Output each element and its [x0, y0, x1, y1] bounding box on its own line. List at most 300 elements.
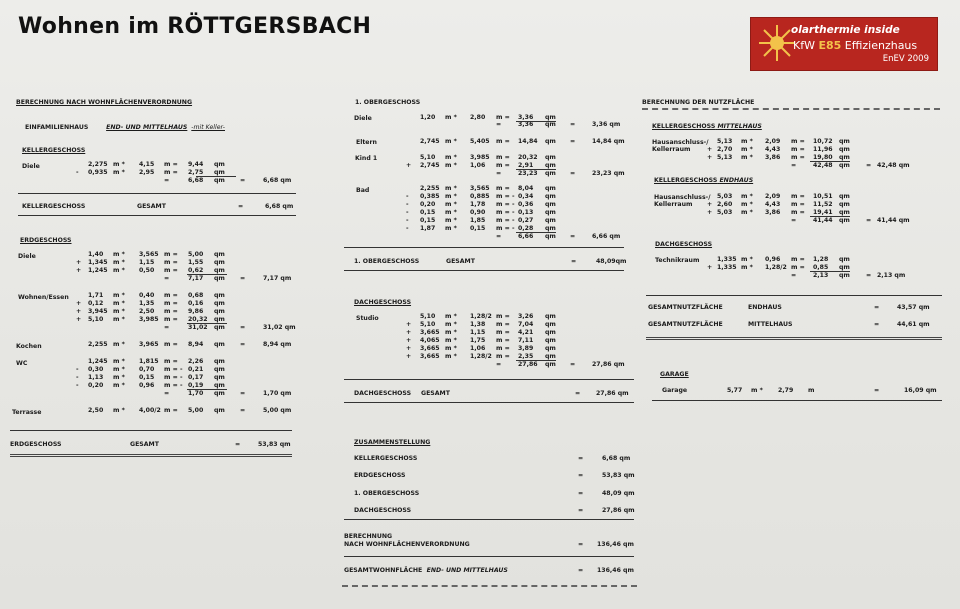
- zus-value: 6,68 qm: [602, 455, 631, 462]
- c2-cell-v: 7,11: [518, 337, 534, 344]
- c2-cell-rv: 3,36 qm: [592, 121, 621, 128]
- c2-cell-a: 2,255: [420, 185, 440, 192]
- c1-cell-eq: m =: [164, 341, 178, 348]
- c2-cell-r: =: [570, 233, 576, 240]
- eg-total-gesamt: GESAMT: [130, 441, 159, 448]
- c3-cell-rv: 2,13 qm: [877, 272, 906, 279]
- c1-cell-v: 0,16: [188, 300, 204, 307]
- c1-cell-eq: m =: [164, 300, 178, 307]
- c2-cell-u: qm: [545, 345, 556, 352]
- c2-cell-m: m *: [445, 201, 457, 208]
- c1-cell-a: 2,275: [88, 161, 108, 168]
- nf1-value: 43,57 qm: [897, 304, 930, 311]
- c3-cell-a: 5,13: [717, 138, 733, 145]
- c1-cell-u: qm: [214, 292, 225, 299]
- c1-cell-v: 1,70: [188, 390, 204, 397]
- kg-endhaus-header: KELLERGESCHOSS ENDHAUS: [654, 177, 754, 184]
- diele-label: Diele: [22, 163, 40, 170]
- c1-cell-rv: 6,68 qm: [263, 177, 292, 184]
- nf1-type: ENDHAUS: [748, 304, 782, 311]
- c1-cell-eq: m =: [164, 161, 178, 168]
- c3-cell-m: m *: [741, 146, 753, 153]
- c2-cell-a: 2,745: [420, 138, 440, 145]
- c3-cell-sign: +: [707, 264, 713, 271]
- c3-cell-u: qm: [839, 162, 850, 169]
- nf2-eq: =: [874, 321, 880, 328]
- c3-cell-b: 0,96: [765, 256, 781, 263]
- c1-cell-eq: =: [164, 390, 170, 397]
- zus-eq: =: [578, 507, 584, 514]
- c2-cell-eq: =: [496, 170, 502, 177]
- c2-cell-v: 2,91: [518, 162, 534, 169]
- c2-cell-rv: 27,86 qm: [592, 361, 625, 368]
- c1-cell-m: m *: [113, 169, 125, 176]
- c1-cell-r: =: [240, 324, 246, 331]
- gw-eq: =: [578, 567, 584, 574]
- c3-cell-u: qm: [839, 154, 850, 161]
- zus-value: 27,86 qm: [602, 507, 635, 514]
- eg-total-value: 53,83 qm: [258, 441, 291, 448]
- col3-heading: BERECHNUNG DER NUTZFLÄCHE: [642, 99, 755, 106]
- c2-cell-b: 0,15: [470, 225, 486, 232]
- c2-cell-a: 3,665: [420, 345, 440, 352]
- c3-cell-v: 42,48: [813, 162, 833, 169]
- c2-cell-u: qm: [545, 337, 556, 344]
- c1-cell-v: 7,17: [188, 275, 204, 282]
- garage-value: 16,09 qm: [904, 387, 937, 394]
- eg-total-label: ERDGESCHOSS: [10, 441, 62, 448]
- c1-cell-v: 5,00: [188, 251, 204, 258]
- c1-cell-v: 9,86: [188, 308, 204, 315]
- c1-cell-m: m *: [113, 407, 125, 414]
- c1-cell-u: qm: [214, 308, 225, 315]
- c2-cell-b: 1,15: [470, 329, 486, 336]
- c1-cell-a: 1,71: [88, 292, 104, 299]
- c2-cell-sign: +: [406, 353, 412, 360]
- c1-cell-sign: -: [76, 374, 79, 381]
- c3-cell-u: qm: [839, 264, 850, 271]
- c1-cell-u: qm: [214, 407, 225, 414]
- c1-cell-rv: 5,00 qm: [263, 407, 292, 414]
- c2-cell-m: m *: [445, 329, 457, 336]
- c3-cell-eq: =: [791, 272, 797, 279]
- c2-cell-eq: m =: [496, 114, 510, 121]
- c1-cell-v: 0,17: [188, 374, 204, 381]
- c3-cell-v: 1,28: [813, 256, 829, 263]
- c1-cell-u: qm: [214, 251, 225, 258]
- c2-cell-b: 1,75: [470, 337, 486, 344]
- zus-header: ZUSAMMENSTELLUNG: [354, 439, 431, 446]
- c1-cell-eq: =: [164, 324, 170, 331]
- c3-cell-v: 2,13: [813, 272, 829, 279]
- c1-cell-eq: m = -: [164, 366, 183, 373]
- c1-cell-v: 0,62: [188, 267, 204, 274]
- c2-cell-rv: 14,84 qm: [592, 138, 625, 145]
- c1-cell-a: 0,30: [88, 366, 104, 373]
- c3-cell-u: qm: [839, 138, 850, 145]
- c2-cell-eq: m =: [496, 337, 510, 344]
- c1-cell-eq: m = -: [164, 374, 183, 381]
- c2-cell-a: 0,15: [420, 217, 436, 224]
- c3-cell-eq: =: [791, 162, 797, 169]
- c2-cell-eq: m =: [496, 329, 510, 336]
- c2-cell-m: m *: [445, 154, 457, 161]
- keller-total-gesamt: GESAMT: [137, 203, 166, 210]
- c2-cell-a: 0,20: [420, 201, 436, 208]
- c1-cell-sign: +: [76, 259, 82, 266]
- og-total-eq: =: [571, 258, 577, 265]
- c2-cell-u: qm: [545, 170, 556, 177]
- c1-cell-rv: 7,17 qm: [263, 275, 292, 282]
- c1-cell-b: 2,50: [139, 308, 155, 315]
- c3-cell-eq: m =: [791, 146, 805, 153]
- c2-cell-u: qm: [545, 233, 556, 240]
- nf2-value: 44,61 qm: [897, 321, 930, 328]
- c1-cell-m: m *: [113, 366, 125, 373]
- c1-cell-u: qm: [214, 382, 225, 389]
- c1-cell-v: 6,68: [188, 177, 204, 184]
- c1-cell-v: 8,94: [188, 341, 204, 348]
- nf1-eq: =: [874, 304, 880, 311]
- c2-cell-u: qm: [545, 138, 556, 145]
- c3-cell-b: 4,43: [765, 201, 781, 208]
- page-title: Wohnen im RÖTTGERSBACH: [18, 14, 372, 39]
- c2-cell-sign: +: [406, 321, 412, 328]
- c1-cell-r: =: [240, 390, 246, 397]
- c2-cell-v: 3,26: [518, 313, 534, 320]
- garage-label: Garage: [662, 387, 688, 394]
- c3-cell-eq: m =: [791, 209, 805, 216]
- c3-cell-eq: m =: [791, 264, 805, 271]
- c2-cell-m: m *: [445, 345, 457, 352]
- c1-cell-m: m *: [113, 316, 125, 323]
- c1-cell-eq: m =: [164, 358, 178, 365]
- c3-cell-a: 5,03: [717, 193, 733, 200]
- c3-cell-v: 10,72: [813, 138, 833, 145]
- logo-line-2: KfW E85 Effizienzhaus: [793, 39, 918, 52]
- c2-cell-b: 1,85: [470, 217, 486, 224]
- c1-cell-eq: m = -: [164, 382, 183, 389]
- c2-cell-u: qm: [545, 313, 556, 320]
- zus-eq: =: [578, 490, 584, 497]
- c2-cell-m: m *: [445, 185, 457, 192]
- c2-cell-v: 2,35: [518, 353, 534, 360]
- c2-cell-v: 0,27: [518, 217, 534, 224]
- c2-cell-b: 5,405: [470, 138, 490, 145]
- c1-cell-r: =: [240, 177, 246, 184]
- nf2-type: MITTELHAUS: [748, 321, 793, 328]
- c2-cell-sign: +: [406, 329, 412, 336]
- c3-cell-sign: +: [707, 209, 713, 216]
- c3-cell-eq: m =: [791, 201, 805, 208]
- c2-cell-b: 1,06: [470, 162, 486, 169]
- c2-cell-a: 4,065: [420, 337, 440, 344]
- c2-cell-a: 0,15: [420, 209, 436, 216]
- c3-cell-m: m *: [741, 256, 753, 263]
- c2-cell-v: 0,34: [518, 193, 534, 200]
- c1-cell-b: 2,95: [139, 169, 155, 176]
- c2-cell-u: qm: [545, 353, 556, 360]
- c3-cell-v: 0,85: [813, 264, 829, 271]
- c1-cell-u: qm: [214, 267, 225, 274]
- keller-total-label: KELLERGESCHOSS: [22, 203, 86, 210]
- garage-eq: =: [874, 387, 880, 394]
- ber-label-2: NACH WOHNFLÄCHENVERORDNUNG: [344, 541, 470, 548]
- og-total-gesamt: GESAMT: [446, 258, 475, 265]
- c1-cell-sign: -: [76, 382, 79, 389]
- c2-cell-eq: m = -: [496, 193, 515, 200]
- c2-cell-eq: m =: [496, 138, 510, 145]
- c2-cell-a: 2,745: [420, 162, 440, 169]
- c1-cell-m: m *: [113, 374, 125, 381]
- c1-cell-a: 0,935: [88, 169, 108, 176]
- c2-cell-sign: -: [406, 217, 409, 224]
- c3-cell-u: qm: [839, 272, 850, 279]
- c2-cell-sign: +: [406, 162, 412, 169]
- c1-cell-b: 4,00/2: [139, 407, 161, 414]
- c1-cell-a: 2,50: [88, 407, 104, 414]
- c2-cell-m: m *: [445, 217, 457, 224]
- c2-cell-u: qm: [545, 193, 556, 200]
- c2-cell-b: 1,78: [470, 201, 486, 208]
- wc-label: WC: [16, 360, 28, 367]
- og-diele-label: Diele: [354, 115, 372, 122]
- c1-cell-v: 1,55: [188, 259, 204, 266]
- garage-b: 2,79: [778, 387, 794, 394]
- c2-cell-eq: m =: [496, 321, 510, 328]
- c1-cell-b: 0,40: [139, 292, 155, 299]
- c1-cell-a: 1,245: [88, 358, 108, 365]
- c2-cell-sign: -: [406, 201, 409, 208]
- c1-cell-sign: +: [76, 267, 82, 274]
- c2-cell-eq: =: [496, 121, 502, 128]
- c1-cell-u: qm: [214, 390, 225, 397]
- dg-total-value: 27,86 qm: [596, 390, 629, 397]
- c2-cell-r: =: [570, 361, 576, 368]
- c3-cell-v: 41,44: [813, 217, 833, 224]
- c1-cell-v: 20,32: [188, 316, 208, 323]
- c2-cell-a: 1,87: [420, 225, 436, 232]
- c2-cell-a: 3,665: [420, 353, 440, 360]
- zus-value: 53,83 qm: [602, 472, 635, 479]
- logo-line-3: EnEV 2009: [882, 54, 929, 64]
- c1-cell-u: qm: [214, 358, 225, 365]
- garage-header: GARAGE: [660, 371, 689, 378]
- c2-cell-eq: m = -: [496, 225, 515, 232]
- c3-cell-u: qm: [839, 201, 850, 208]
- c1-cell-a: 0,12: [88, 300, 104, 307]
- c1-cell-r: =: [240, 407, 246, 414]
- c2-cell-m: m *: [445, 138, 457, 145]
- c1-cell-m: m *: [113, 161, 125, 168]
- c3-cell-u: qm: [839, 209, 850, 216]
- c1-cell-rv: 1,70 qm: [263, 390, 292, 397]
- c2-cell-sign: -: [406, 225, 409, 232]
- c1-cell-v: 0,21: [188, 366, 204, 373]
- garage-a: 5,77: [727, 387, 743, 394]
- ber-eq: =: [578, 541, 584, 548]
- c2-cell-u: qm: [545, 361, 556, 368]
- c3-cell-m: m *: [741, 138, 753, 145]
- c2-cell-v: 23,23: [518, 170, 538, 177]
- c1-cell-a: 1,345: [88, 259, 108, 266]
- c1-cell-u: qm: [214, 259, 225, 266]
- c1-cell-a: 2,255: [88, 341, 108, 348]
- c1-cell-m: m *: [113, 300, 125, 307]
- c1-cell-m: m *: [113, 341, 125, 348]
- c3-cell-eq: m =: [791, 138, 805, 145]
- c3-cell-r: =: [866, 162, 872, 169]
- c3-cell-sign: +: [707, 201, 713, 208]
- c2-cell-eq: m =: [496, 353, 510, 360]
- c3-cell-r: =: [866, 217, 872, 224]
- zus-eq: =: [578, 455, 584, 462]
- zus-eq: =: [578, 472, 584, 479]
- c3-cell-u: qm: [839, 256, 850, 263]
- hausanschluss-label-2: Hausanschluss-/: [654, 194, 711, 201]
- c2-cell-u: qm: [545, 201, 556, 208]
- c2-cell-eq: m =: [496, 154, 510, 161]
- c2-cell-eq: =: [496, 233, 502, 240]
- zus-label: ERDGESCHOSS: [354, 472, 406, 479]
- c1-cell-b: 0,96: [139, 382, 155, 389]
- c2-cell-v: 27,86: [518, 361, 538, 368]
- c2-cell-v: 0,28: [518, 225, 534, 232]
- c2-cell-b: 1,06: [470, 345, 486, 352]
- c2-cell-a: 1,20: [420, 114, 436, 121]
- c2-cell-b: 3,565: [470, 185, 490, 192]
- c1-cell-u: qm: [214, 169, 225, 176]
- c2-cell-rv: 6,66 qm: [592, 233, 621, 240]
- c3-cell-a: 5,03: [717, 209, 733, 216]
- c2-cell-r: =: [570, 170, 576, 177]
- c2-cell-a: 5,10: [420, 313, 436, 320]
- zus-label: KELLERGESCHOSS: [354, 455, 418, 462]
- c1-cell-b: 1,815: [139, 358, 159, 365]
- c1-cell-b: 3,965: [139, 341, 159, 348]
- c2-cell-eq: m =: [496, 345, 510, 352]
- c2-cell-v: 0,36: [518, 201, 534, 208]
- ber-value: 136,46 qm: [597, 541, 634, 548]
- c1-cell-eq: =: [164, 275, 170, 282]
- gw-value: 136,46 qm: [597, 567, 634, 574]
- eltern-label: Eltern: [356, 139, 377, 146]
- c1-cell-b: 3,985: [139, 316, 159, 323]
- dg-total-gesamt: GESAMT: [421, 390, 450, 397]
- c2-cell-a: 5,10: [420, 154, 436, 161]
- c2-cell-r: =: [570, 138, 576, 145]
- c1-cell-m: m *: [113, 251, 125, 258]
- logo-line-1: olarthermie inside: [791, 24, 900, 36]
- c2-cell-u: qm: [545, 329, 556, 336]
- keller-total-eq: =: [238, 203, 244, 210]
- nutzflaeche-endhaus: GESAMTNUTZFLÄCHE: [648, 304, 723, 311]
- technik-label: Technikraum: [655, 257, 700, 264]
- c1-cell-u: qm: [214, 316, 225, 323]
- c3-cell-a: 2,60: [717, 201, 733, 208]
- studio-label: Studio: [356, 315, 379, 322]
- c1-cell-b: 0,70: [139, 366, 155, 373]
- c3-cell-a: 5,13: [717, 154, 733, 161]
- c2-cell-sign: +: [406, 337, 412, 344]
- c2-cell-u: qm: [545, 114, 556, 121]
- c2-cell-u: qm: [545, 162, 556, 169]
- c3-cell-v: 11,52: [813, 201, 833, 208]
- c2-cell-b: 1,28/2: [470, 353, 492, 360]
- c2-cell-u: qm: [545, 209, 556, 216]
- c2-cell-v: 3,36: [518, 121, 534, 128]
- c1-cell-m: m *: [113, 267, 125, 274]
- c1-cell-a: 1,40: [88, 251, 104, 258]
- col1-subtitle: EINFAMILIENHAUS END- UND MITTELHAUS -mit Keller-: [25, 124, 225, 131]
- c1-cell-eq: m =: [164, 251, 178, 258]
- c2-cell-v: 0,13: [518, 209, 534, 216]
- garage-mm: m: [808, 387, 815, 394]
- c2-cell-sign: +: [406, 345, 412, 352]
- dg-total-eq: =: [575, 390, 581, 397]
- c1-cell-sign: -: [76, 169, 79, 176]
- c2-cell-v: 20,32: [518, 154, 538, 161]
- c2-cell-eq: =: [496, 361, 502, 368]
- terrasse-label: Terrasse: [12, 409, 42, 416]
- c1-cell-v: 9,44: [188, 161, 204, 168]
- c2-cell-b: 0,885: [470, 193, 490, 200]
- keller-header: KELLERGESCHOSS: [22, 147, 86, 154]
- c2-cell-m: m *: [445, 209, 457, 216]
- c2-cell-v: 3,36: [518, 114, 534, 121]
- c2-cell-b: 3,985: [470, 154, 490, 161]
- c3-cell-v: 11,96: [813, 146, 833, 153]
- c1-cell-sign: -: [76, 366, 79, 373]
- c1-cell-v: 2,75: [188, 169, 204, 176]
- c1-cell-a: 1,13: [88, 374, 104, 381]
- c2-cell-b: 1,38: [470, 321, 486, 328]
- kochen-label: Kochen: [16, 343, 42, 350]
- garage-m: m *: [751, 387, 763, 394]
- c2-cell-m: m *: [445, 353, 457, 360]
- gesamtwohnflaeche: GESAMTWOHNFLÄCHE END- UND MITTELHAUS: [344, 567, 508, 574]
- c1-cell-b: 0,50: [139, 267, 155, 274]
- c1-cell-b: 1,15: [139, 259, 155, 266]
- c1-cell-eq: =: [164, 177, 170, 184]
- c3-cell-m: m *: [741, 201, 753, 208]
- c1-cell-v: 2,26: [188, 358, 204, 365]
- c3-dg-header: DACHGESCHOSS: [655, 241, 713, 248]
- c1-cell-eq: m =: [164, 308, 178, 315]
- solarthermie-logo: [751, 18, 937, 70]
- c1-cell-r: =: [240, 275, 246, 282]
- c2-cell-m: m *: [445, 225, 457, 232]
- c3-cell-b: 3,86: [765, 209, 781, 216]
- og-total-label: 1. OBERGESCHOSS: [354, 258, 420, 265]
- c2-cell-sign: -: [406, 209, 409, 216]
- c1-cell-eq: m =: [164, 407, 178, 414]
- c1-cell-eq: m =: [164, 316, 178, 323]
- c3-cell-eq: m =: [791, 193, 805, 200]
- c1-cell-a: 3,945: [88, 308, 108, 315]
- wohnen-label: Wohnen/Essen: [18, 294, 69, 301]
- c3-cell-b: 3,86: [765, 154, 781, 161]
- c1-cell-a: 1,245: [88, 267, 108, 274]
- c1-cell-m: m *: [113, 358, 125, 365]
- kg-mittelhaus-header: KELLERGESCHOSS MITTELHAUS: [652, 123, 762, 130]
- c1-cell-eq: m =: [164, 267, 178, 274]
- c1-cell-eq: m =: [164, 292, 178, 299]
- c3-cell-u: qm: [839, 193, 850, 200]
- c3-cell-rv: 41,44 qm: [877, 217, 910, 224]
- c1-cell-eq: m =: [164, 259, 178, 266]
- c2-cell-a: 0,385: [420, 193, 440, 200]
